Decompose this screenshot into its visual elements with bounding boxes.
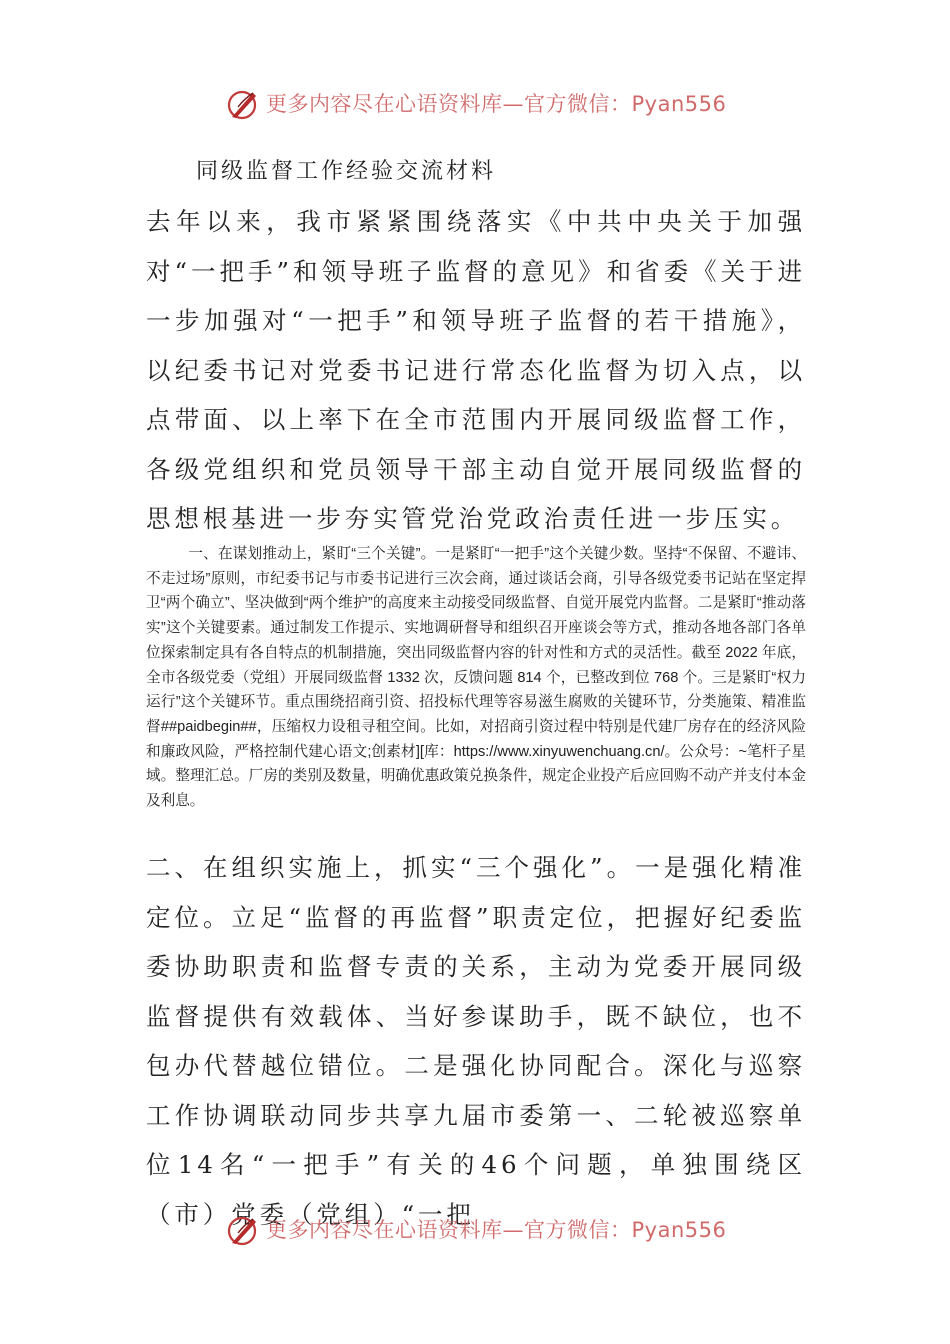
paragraph-section-two: 二、在组织实施上，抓实“三个强化”。一是强化精准定位。立足“监督的再监督”职责定位，把握好纪委监委协助职责和监督专责的关系，主动为党委开展同级监督提供有效载体、当好参谋助手，既不缺位，也不包办代替越位错位。二是强化协同配合。深化与巡察工作协调联动同步共享九届市委第一、二轮被巡察单位14名“一把手”有关的46个问题，单独围绕区（市）党委（党组）“一把 bbox=[146, 853, 806, 1229]
watermark-banner-top bbox=[0, 84, 950, 124]
watermark-text: 更多内容尽在心语资料库—官方微信：Pyan556 bbox=[266, 1218, 727, 1242]
quill-logo-icon bbox=[226, 87, 260, 121]
watermark-banner-bottom bbox=[0, 1210, 950, 1250]
paragraph-intro: 去年以来，我市紧紧围绕落实《中共中央关于加强对“一把手”和领导班子监督的意见》和省委《关于进一步加强对“一把手”和领导班子监督的若干措施》，以纪委书记对党委书记进行常态化监督为切入点，以点带面、以上率下在全市范围内开展同级监督工作，各级党组织和党员领导干部主动自觉开展同级监督的思想根基进一步夯实管党治党政治责任进一步压实。 bbox=[146, 207, 806, 533]
paragraph-section-one: 一、在谋划推动上，紧盯“三个关键”。一是紧盯“一把手”这个关键少数。坚持“不保留、不避讳、不走过场”原则，市纪委书记与市委书记进行三次会商，通过谈话会商，引导各级党委书记站在坚定捍卫“两个确立”、坚决做到“两个维护”的高度来主动接受同级监督、自觉开展党内监督。二是紧盯“推动落实”这个关键要素。通过制发工作提示、实地调研督导和组织召开座谈会等方式，推动各地各部门各单位探索制定具有各自特点的机制措施，突出同级监督内容的针对性和方式的灵活性。截至 2022 年底，全市各级党委（党组）开展同级监督 1332 次，反馈问题 814 个，已整改到位 768 个。三是紧盯“权力运行”这个关键环节。重点围绕招商引资、招投标代理等容易滋生腐败的关键环节，分类施策、精准监督##paidbegin##，压缩权力设租寻租空间。比如，对招商引资过程中特别是代建厂房存在的经济风险和廉政风险，严格控制代建心语文;创素材][库：https://www.xinyuwenchuang.cn/。公众号：~笔杆子星域。整理汇总。厂房的类别及数量，明确优惠政策兑换条件，规定企业投产后应回购不动产并支付本金及利息。 bbox=[146, 546, 806, 810]
quill-logo-icon bbox=[226, 1213, 260, 1247]
watermark-text: 更多内容尽在心语资料库—官方微信：Pyan556 bbox=[266, 92, 727, 116]
document-title: 同级监督工作经验交流材料 bbox=[196, 159, 497, 184]
